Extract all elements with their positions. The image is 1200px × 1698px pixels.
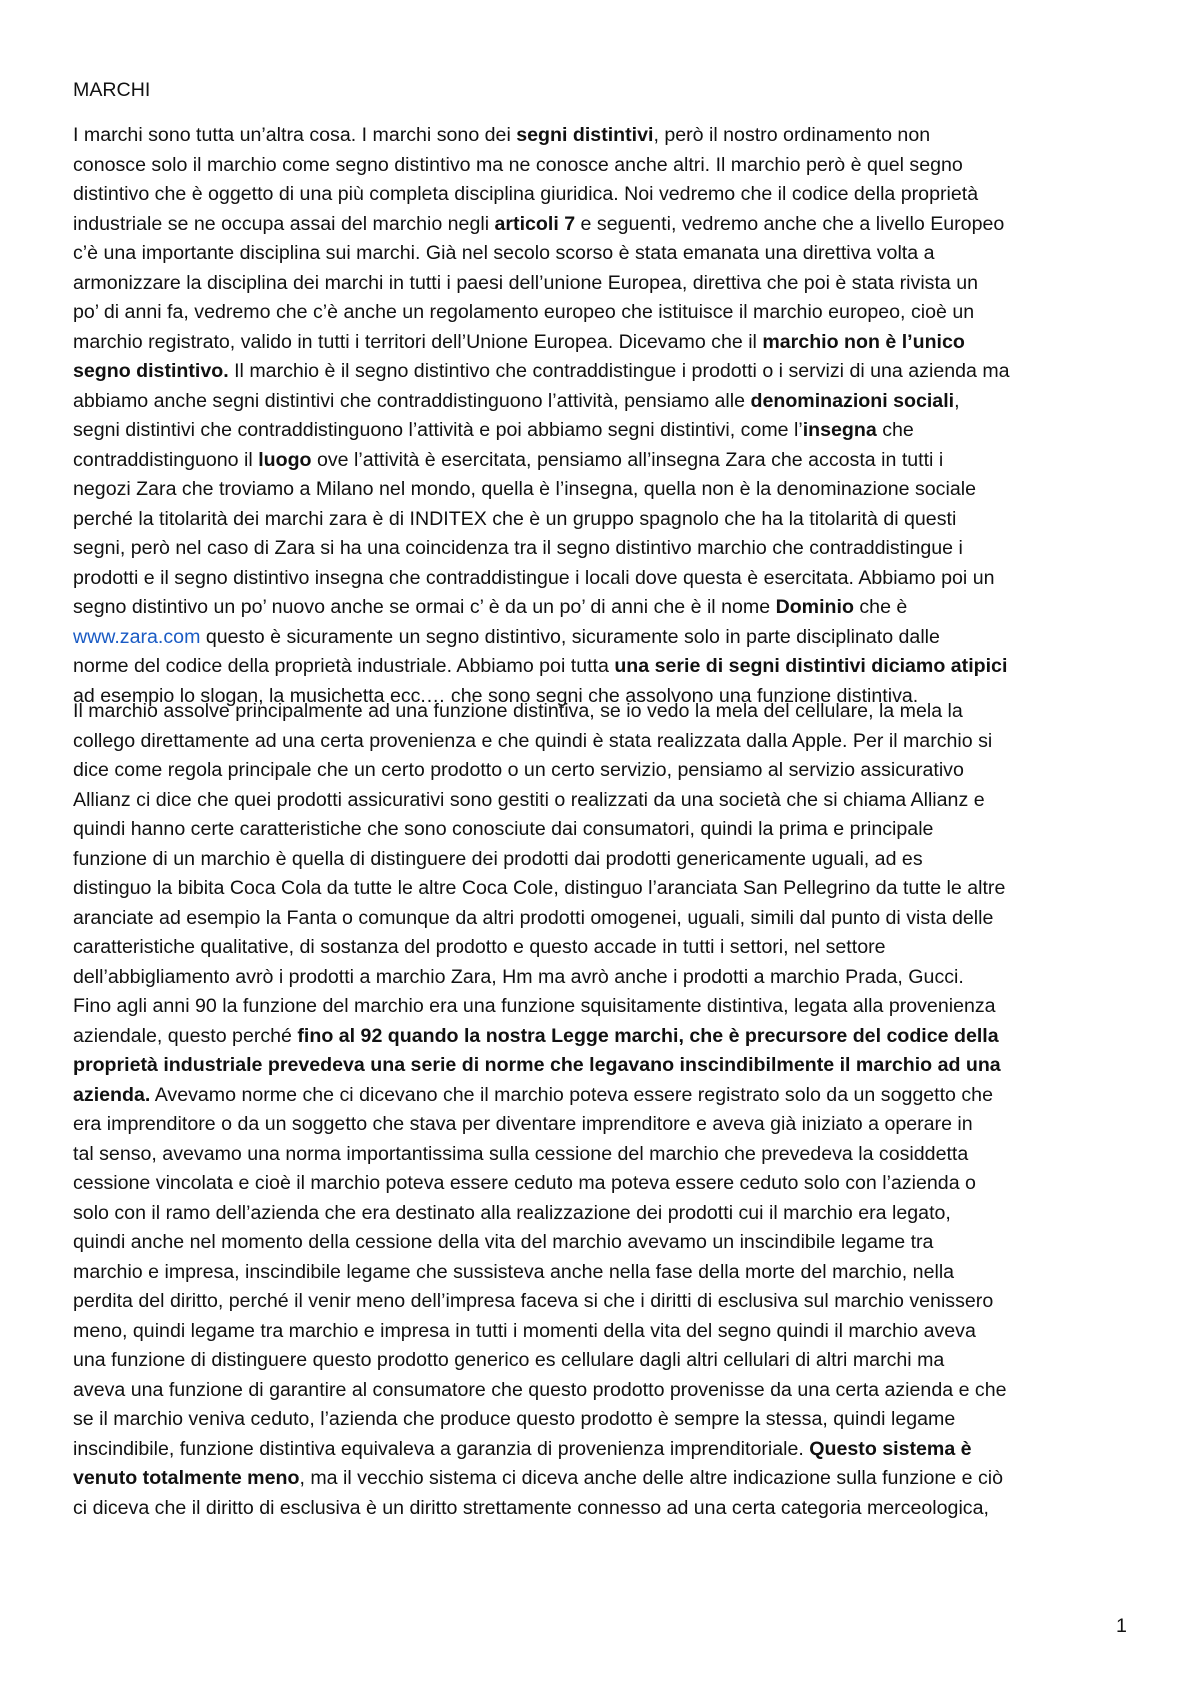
bold-text: Questo sistema è [809,1437,972,1460]
text-run: segni, però nel caso di Zara si ha una coincidenza tra il segno distintivo marchio che contraddistingue i [73,537,963,559]
bold-text: una serie di segni distintivi diciamo atipici [614,655,1008,677]
text-run: marchio registrato, valido in tutti i territori dell’Unione Europea. Dicevamo che il [73,330,763,353]
paragraph-1 [73,121,1133,711]
text-line [73,298,1133,328]
text-run: perdita del diritto, perché il venir meno dell’impresa faceva si che i diritti di esclusiva sul marchio venissero [73,1290,994,1312]
bold-text: venuto totalmente meno [73,1467,300,1489]
text-line [73,416,1133,446]
text-run: dell’abbigliamento avrò i prodotti a marchio Zara, Hm ma avrò anche i prodotti a marchio Prada, Gucci. [73,965,964,988]
text-run: marchio e impresa, inscindibile legame che sussisteva anche nella fase della morte del marchio, nella [73,1260,955,1283]
text-line [73,756,1133,786]
text-run: questo è sicuramente un segno distintivo, sicuramente solo in parte disciplinato dalle [200,625,940,648]
text-line [73,121,1133,151]
text-run: , però il nostro ordinamento non [653,124,931,146]
text-line [73,534,1133,564]
text-line [73,697,1133,727]
text-run: quindi hanno certe caratteristiche che sono conosciute dai consumatori, quindi la prima e principale [73,818,934,840]
bold-text: denominazioni sociali [750,389,955,412]
text-line [73,1435,1133,1465]
text-run: distintivo che è oggetto di una più completa disciplina giuridica. Noi vedremo che il codice della proprietà [73,183,979,205]
text-line [73,593,1133,623]
text-line [73,1405,1133,1435]
text-line [73,845,1133,875]
text-run: ci diceva che il diritto di esclusiva è un diritto strettamente connesso ad una certa categoria merceologica, [73,1496,989,1519]
text-line [73,1258,1133,1288]
bold-text: luogo [258,448,312,471]
text-run: meno, quindi legame tra marchio e impresa in tutti i momenti della vita del segno quindi il marchio aveva [73,1319,976,1342]
text-line [73,874,1133,904]
text-run: Fino agli anni 90 la funzione del marchio era una funzione squisitamente distintiva, legata alla provenienza [73,995,996,1017]
text-line [73,151,1133,181]
text-run: una funzione di distinguere questo prodotto generico es cellulare dagli altri cellulari di altri marchi ma [73,1349,945,1371]
text-line [73,1376,1133,1406]
text-line [73,933,1133,963]
text-run: collego direttamente ad una certa provenienza e che quindi è stata realizzata dalla Apple. Per il marchio si [73,729,993,752]
text-run: I marchi sono tutta un’altra cosa. I marchi sono dei [73,124,517,146]
text-run: abbiamo anche segni distintivi che contraddistinguono l’attività, pensiamo alle [73,389,751,412]
text-line [73,328,1133,358]
text-line [73,652,1133,682]
text-line [73,505,1133,535]
text-line [73,210,1133,240]
text-line [73,1228,1133,1258]
text-run: norme del codice della proprietà industriale. Abbiamo poi tutta [73,655,615,677]
text-run: se il marchio veniva ceduto, l’azienda che produce questo prodotto è sempre la stessa, quindi legame [73,1408,956,1430]
text-run: aziendale, questo perché [73,1024,298,1047]
text-run: inscindibile, funzione distintiva equivaleva a garanzia di provenienza imprenditoriale. [73,1437,810,1460]
text-run: funzione di un marchio è quella di distinguere dei prodotti dai prodotti genericamente uguali, ad es [73,847,923,870]
text-run: tal senso, avevamo una norma importantissima sulla cessione del marchio che prevedeva la cosiddetta [73,1142,969,1165]
text-line [73,357,1133,387]
text-run: era imprenditore o da un soggetto che stava per diventare imprenditore e aveva già iniziato a operare in [73,1113,973,1135]
text-line [73,1199,1133,1229]
text-run: che è [853,596,908,618]
text-line [73,904,1133,934]
text-run: , [954,389,960,412]
text-line [73,1110,1133,1140]
text-run: ad esempio lo slogan, la musichetta ecc.… che sono segni che assolvono una funzione distintiva. [73,684,919,707]
text-run: negozi Zara che troviamo a Milano nel mondo, quella è l’insegna, quella non è la denominazione sociale [73,478,976,500]
text-line [73,1317,1133,1347]
bold-text: insegna [802,419,877,441]
text-run: Allianz ci dice che quei prodotti assicurativi sono gestiti o realizzati da una società che si chiama Allianz e [73,788,985,811]
text-line [73,1081,1133,1111]
text-run: Il marchio assolve principalmente ad una funzione distintiva, se io vedo la mela del cellulare, la mela la [73,700,963,722]
text-run: Il marchio è il segno distintivo che contraddistingue i prodotti o i servizi di una azienda ma [228,360,1010,382]
text-run: aranciate ad esempio la Fanta o comunque da altri prodotti omogenei, uguali, simili dal punto di vista delle [73,906,994,929]
text-run: e seguenti, vedremo anche che a livello Europeo [575,212,1005,235]
text-run: segno distintivo un po’ nuovo anche se ormai c’ è da un po’ di anni che è il nome [73,596,776,618]
text-line [73,963,1133,993]
text-run: che [876,419,914,441]
text-line [73,239,1133,269]
text-run: , ma il vecchio sistema ci diceva anche delle altre indicazione sulla funzione e ciò [299,1467,1004,1489]
text-line [73,475,1133,505]
bold-text: segno distintivo. [73,360,229,382]
document-heading: MARCHI [73,79,151,101]
text-run: armonizzare la disciplina dei marchi in tutti i paesi dell’unione Europea, direttiva che poi è stata rivista un [73,271,979,294]
text-line [73,1287,1133,1317]
text-run: perché la titolarità dei marchi zara è di INDITEX che è un gruppo spagnolo che ha la titolarità di questi [73,507,957,530]
text-line [73,623,1133,653]
text-run: conosce solo il marchio come segno distintivo ma ne conosce anche altri. Il marchio però è quel segno [73,153,963,176]
bold-text: Dominio [775,596,854,618]
text-line [73,1051,1133,1081]
text-run: c’è una importante disciplina sui marchi. Già nel secolo scorso è stata emanata una direttiva volta a [73,242,935,264]
text-run: industriale se ne occupa assai del marchio negli [73,212,495,235]
text-line [73,446,1133,476]
text-run: segni distintivi che contraddistinguono l’attività e poi abbiamo segni distintivi, come l’ [73,419,803,441]
bold-text: fino al 92 quando la nostra Legge marchi, che è precursore del codice della [297,1024,999,1047]
text-run: prodotti e il segno distintivo insegna che contraddistingue i locali dove questa è esercitata. Abbiamo poi un [73,566,995,589]
text-line [73,1169,1133,1199]
bold-text: proprietà industriale prevedeva una serie di norme che legavano inscindibilmente il marchio ad una [73,1054,1001,1076]
text-line [73,1022,1133,1052]
text-line [73,786,1133,816]
link[interactable]: www.zara.com [73,625,201,648]
bold-text: articoli 7 [494,212,576,235]
text-run: distinguo la bibita Coca Cola da tutte le altre Coca Cole, distinguo l’aranciata San Pellegrino da tutte le altre [73,877,1006,899]
text-line [73,1346,1133,1376]
page-number: 1 [1116,1615,1127,1637]
paragraph-2 [73,697,1133,1523]
text-line [73,1464,1133,1494]
text-line [73,727,1133,757]
text-run: contraddistinguono il [73,448,259,471]
bold-text: azienda. [73,1083,151,1106]
bold-text: marchio non è l’unico [762,330,965,353]
bold-text: segni distintivi [516,124,654,146]
text-run: cessione vincolata e cioè il marchio poteva essere ceduto ma poteva essere ceduto solo con l’azienda o [73,1172,976,1194]
text-line [73,269,1133,299]
text-line [73,564,1133,594]
text-line [73,1140,1133,1170]
text-run: aveva una funzione di garantire al consumatore che questo prodotto provenisse da una certa azienda e che [73,1378,1007,1401]
text-run: ove l’attività è esercitata, pensiamo all’insegna Zara che accosta in tutti i [311,448,944,471]
text-run: dice come regola principale che un certo prodotto o un certo servizio, pensiamo al servizio assicurativo [73,759,964,781]
text-run: solo con il ramo dell’azienda che era destinato alla realizzazione dei prodotti cui il marchio era legato, [73,1201,951,1224]
text-run: quindi anche nel momento della cessione della vita del marchio avevamo un inscindibile legame tra [73,1231,934,1253]
text-line [73,992,1133,1022]
text-run: caratteristiche qualitative, di sostanza del prodotto e questo accade in tutti i settori, nel settore [73,936,886,958]
text-line [73,387,1133,417]
text-line [73,180,1133,210]
text-line [73,1494,1133,1524]
text-run: Avevamo norme che ci dicevano che il marchio poteva essere registrato solo da un soggetto che [150,1083,993,1106]
text-run: po’ di anni fa, vedremo che c’è anche un regolamento europeo che istituisce il marchio europeo, cioè un [73,301,975,323]
text-line [73,815,1133,845]
